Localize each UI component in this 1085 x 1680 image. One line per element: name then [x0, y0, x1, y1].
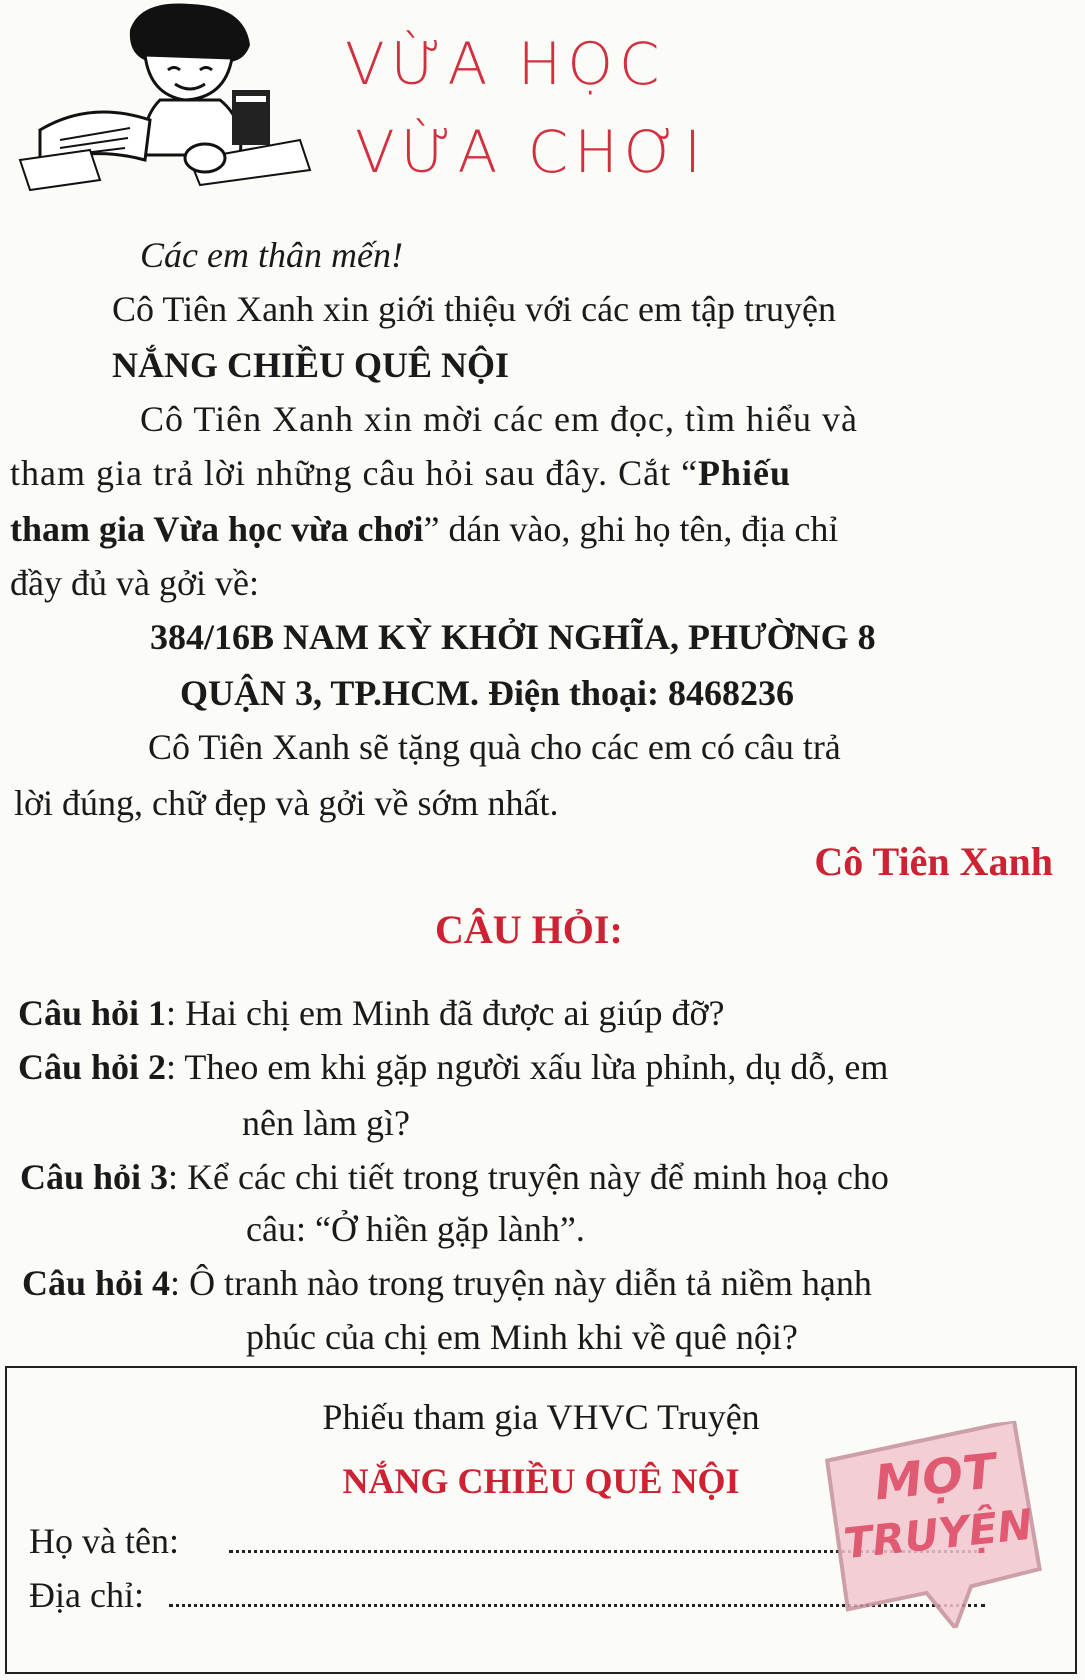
question-1-text: Hai chị em Minh đã được ai giúp đỡ? [185, 993, 725, 1033]
questions-heading: CÂU HỎI: [435, 907, 623, 952]
question-3-label: Câu hỏi 3 [20, 1157, 169, 1197]
watermark-text-2: TRUYỆN [841, 1499, 1035, 1569]
intro-paragraph-2c [10, 508, 838, 551]
child-reading-illustration [10, 0, 320, 200]
book-title: NẮNG CHIỀU QUÊ NỘI [112, 345, 510, 385]
question-4 [22, 1262, 872, 1305]
question-4-continued: phúc của chị em Minh khi về quê nội? [246, 1317, 798, 1357]
intro-paragraph-2b [10, 452, 791, 495]
question-3-colon: : [168, 1157, 188, 1197]
intro-paragraph-2c-bold: tham gia Vừa học vừa chơi [10, 509, 424, 549]
intro-paragraph-2b-bold: Phiếu [698, 453, 792, 493]
title-line-1: VỪA HỌC [345, 30, 666, 98]
question-1-label: Câu hỏi 1 [18, 993, 167, 1033]
question-4-colon: : [170, 1263, 190, 1303]
watermark-logo [815, 1419, 1050, 1640]
name-label: Họ và tên: [29, 1521, 179, 1561]
question-3 [20, 1156, 889, 1199]
child-reading-icon [10, 0, 320, 200]
address-line-2: QUẬN 3, TP.HCM. Điện thoại: 8468236 [180, 673, 795, 713]
question-4-text: Ô tranh nào trong truyện này diễn tả niềm hạnh [189, 1263, 872, 1303]
question-1-colon: : [166, 993, 186, 1033]
intro-paragraph-3b: lời đúng, chữ đẹp và gởi về sớm nhất. [14, 783, 559, 823]
greeting: Các em thân mến! [140, 235, 403, 275]
question-2 [18, 1046, 888, 1089]
intro-paragraph-2d: đầy đủ và gởi về: [10, 563, 259, 603]
title-line-2: VỪA CHƠI [355, 118, 708, 186]
intro-paragraph-2c-text: ” dán vào, ghi họ tên, địa chỉ [423, 509, 839, 549]
question-4-label: Câu hỏi 4 [22, 1263, 171, 1303]
intro-paragraph-1: Cô Tiên Xanh xin giới thiệu với các em tập truyện [112, 289, 836, 329]
intro-paragraph-2b-text: tham gia trả lời những câu hỏi sau đây. Cắt “ [10, 453, 699, 493]
signature: Cô Tiên Xanh [814, 839, 1053, 884]
question-3-continued: câu: “Ở hiền gặp lành”. [246, 1209, 585, 1249]
entry-form-title: Phiếu tham gia VHVC Truyện [322, 1397, 760, 1437]
intro-paragraph-2a: Cô Tiên Xanh xin mời các em đọc, tìm hiểu và [140, 399, 858, 439]
address-line-1: 384/16B NAM KỲ KHỞI NGHĨA, PHƯỜNG 8 [150, 617, 876, 657]
question-2-continued: nên làm gì? [242, 1103, 410, 1143]
intro-paragraph-3a: Cô Tiên Xanh sẽ tặng quà cho các em có câu trả [148, 727, 841, 767]
question-2-text: Theo em khi gặp người xấu lừa phỉnh, dụ dỗ, em [184, 1047, 889, 1087]
question-2-colon: : [166, 1047, 185, 1087]
question-3-text: Kể các chi tiết trong truyện này để minh hoạ cho [187, 1157, 889, 1197]
question-2-label: Câu hỏi 2 [18, 1047, 167, 1087]
address-label: Địa chỉ: [29, 1575, 144, 1615]
entry-form-book-title: NẮNG CHIỀU QUÊ NỘI [342, 1461, 740, 1501]
watermark-text-1: MỌT [871, 1443, 999, 1512]
question-1 [18, 992, 725, 1035]
